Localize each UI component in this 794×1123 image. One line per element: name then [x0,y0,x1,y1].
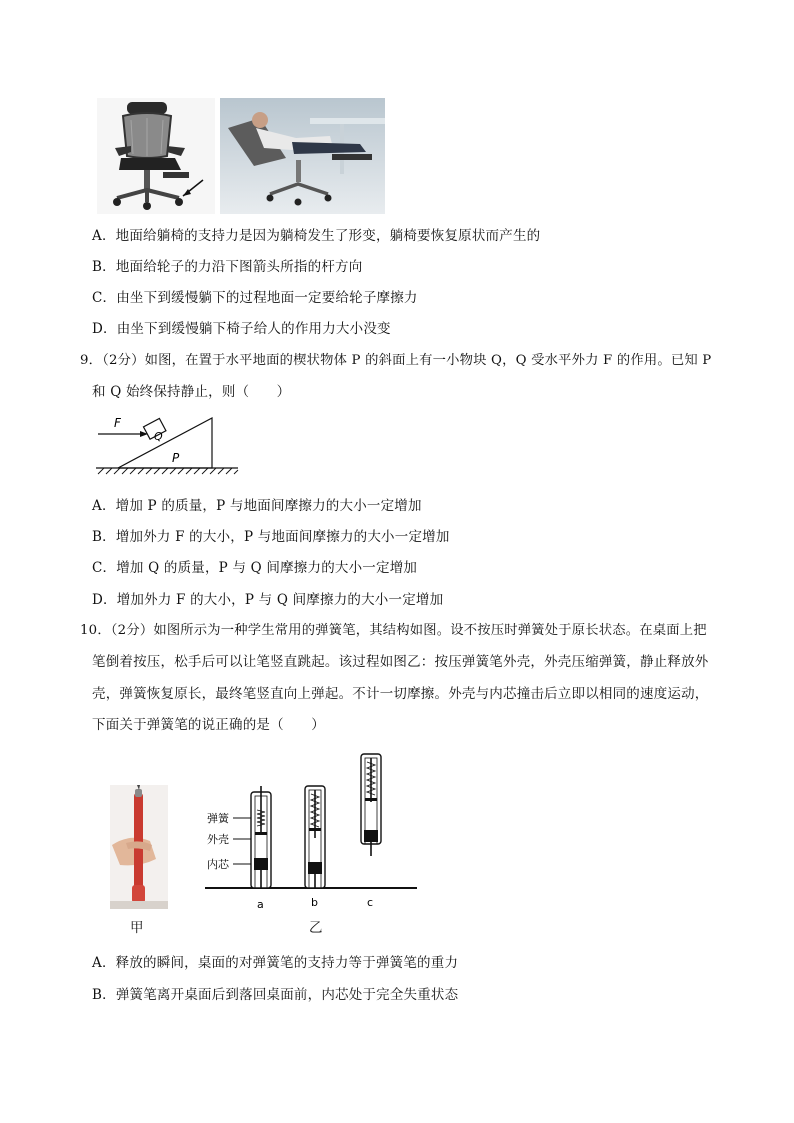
q9-stem-line1: 9．（2分）如图，在置于水平地面的楔状物体 P 的斜面上有一小物块 Q，Q 受水平外力 F 的作用。已知 P [80,353,712,368]
q9-option-a: A．增加 P 的质量，P 与地面间摩擦力的大小一定增加 [92,498,422,514]
q10-label-jia: 甲 [130,920,144,936]
q10-option-a: A．释放的瞬间，桌面的对弹簧笔的支持力等于弹簧笔的重力 [92,955,459,971]
q9-option-c: C．增加 Q 的质量，P 与 Q 间摩擦力的大小一定增加 [92,560,418,576]
q10-stem-line2: 笔倒着按压，松手后可以让笔竖直跳起。该过程如图乙：按压弹簧笔外壳，外壳压缩弹簧，静止释放外 [92,654,709,670]
q9-label-f: F [114,416,121,430]
pen-a [251,786,271,888]
pen-c [361,754,381,856]
q10-label-a: a [257,898,264,911]
q10-label-yi: 乙 [309,920,323,936]
pen-b [305,786,325,888]
q10-label-b: b [311,896,318,909]
q10-label-core: 内芯 [207,858,229,871]
q8-option-a: A．地面给躺椅的支持力是因为躺椅发生了形变，躺椅要恢复原状而产生的 [92,228,541,244]
person-reclining-photo [220,98,385,214]
spring-pen-photo [110,785,168,909]
recliner-chair-photo [97,98,215,214]
q10-stem-line1: 10．（2分）如图所示为一种学生常用的弹簧笔，其结构如图。设不按压时弹簧处于原长状态。在桌面上把 [80,623,707,638]
q9-option-b: B．增加外力 F 的大小，P 与地面间摩擦力的大小一定增加 [92,529,450,545]
q8-option-b: B．地面给轮子的力沿下图箭头所指的杆方向 [92,259,363,275]
q9-stem-line2: 和 Q 始终保持静止，则（ ） [92,384,291,400]
q9-label-q: Q [154,430,163,443]
q8-option-d: D．由坐下到缓慢躺下椅子给人的作用力大小没变 [92,321,391,337]
q10-stem-line4: 下面关于弹簧笔的说正确的是（ ） [92,717,325,733]
q9-wedge-figure [92,410,242,482]
q10-spring-pen-diagram [205,752,420,917]
q10-label-c: c [367,896,374,909]
q10-option-b: B．弹簧笔离开桌面后到落回桌面前，内芯处于完全失重状态 [92,987,459,1003]
q10-label-spring: 弹簧 [207,812,229,825]
q10-label-shell: 外壳 [207,833,229,846]
q8-option-c: C．由坐下到缓慢躺下的过程地面一定要给轮子摩擦力 [92,290,418,306]
q9-option-d: D．增加外力 F 的大小，P 与 Q 间摩擦力的大小一定增加 [92,592,444,608]
q10-stem-line3: 壳，弹簧恢复原长，最终笔竖直向上弹起。不计一切摩擦。外壳与内芯撞击后立即以相同的速度运动， [92,686,709,702]
q9-label-p: P [172,451,180,465]
